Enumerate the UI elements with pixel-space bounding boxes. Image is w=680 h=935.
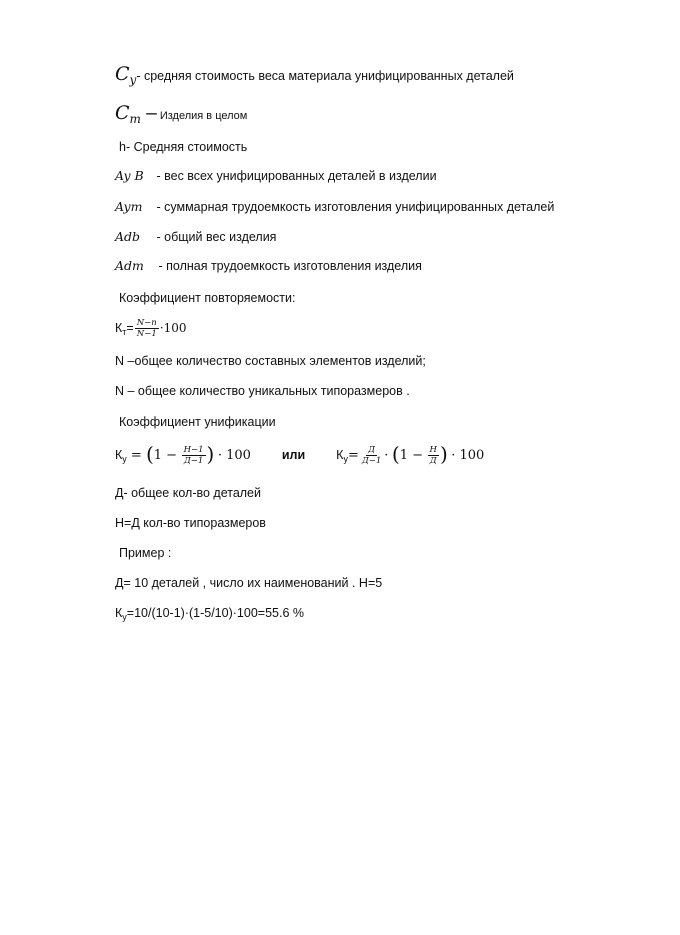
definition-text: - полная трудоемкость изготовления изделия	[158, 259, 422, 273]
symbol-ayb: Ay B	[115, 168, 144, 183]
definition-adb	[115, 229, 276, 245]
repeat-formula: $К_т=$ $\frac{N-n}{N-1}$ ·100	[115, 318, 187, 340]
definition-adm	[115, 258, 422, 274]
fraction: $\frac{Н}{Д}$	[429, 445, 437, 467]
definition-text: - суммарная трудоемкость изготовления унифицированных деталей	[156, 200, 555, 214]
definition-cy	[115, 63, 514, 88]
definition-aym	[115, 199, 554, 215]
result-lhs: $К_у$	[115, 606, 127, 622]
definition-h	[119, 139, 247, 155]
definition-text: средняя стоимость веса материала унифицированных деталей	[140, 69, 514, 83]
definition-text: h- Средняя стоимость	[119, 140, 248, 154]
repeat-note-unique: N – общее количество уникальных типоразмеров .	[115, 384, 410, 398]
fraction: $\frac{Д}{Д-1}$	[361, 445, 382, 467]
formula-1: $К_у = (1$ − $\frac{Н-1}{Д-1}$ ) · 100	[115, 442, 251, 467]
unification-note-types: Н=Д кол-во типоразмеров	[115, 516, 266, 530]
example-given: Д= 10 деталей , число их наименований . Н=5	[115, 576, 383, 590]
definition-cm	[115, 102, 248, 127]
symbol-cy: $C_y$	[115, 63, 137, 87]
or-word: или	[281, 448, 306, 462]
separator: -	[136, 69, 141, 83]
formula-lhs: $К_у$	[336, 448, 348, 464]
repeat-note-total: N –общее количество составных элементов изделий;	[115, 354, 426, 368]
separator: –	[140, 103, 157, 124]
fraction: $\frac{N-n}{N-1}$	[136, 318, 157, 340]
repeat-heading: Коэффициент повторяемости:	[119, 291, 296, 305]
formula-lhs: $К_у$	[115, 448, 127, 464]
formula-2: $К_у=$ $\frac{Д}{Д-1}$ · (1 − $\frac{Н}{Д}$ ) · 100	[336, 442, 485, 467]
definition-text: - вес всех унифицированных деталей в изделии	[156, 169, 437, 183]
definition-text: Изделия в целом	[156, 110, 248, 122]
definition-ayb	[115, 168, 437, 184]
symbol-adb: Adb	[115, 229, 141, 244]
example-result: $К_у=10/(10-1)\cdot(1-5/10)\cdot 100=55.6$ %	[115, 606, 304, 622]
unification-heading: Коэффициент унификации	[119, 415, 276, 429]
symbol-aym: Aym	[115, 199, 143, 214]
symbol-cm: $C_m$	[115, 102, 141, 126]
definition-text: - общий вес изделия	[156, 230, 277, 244]
fraction: $\frac{Н-1}{Д-1}$	[183, 445, 204, 467]
unification-formula	[115, 440, 484, 473]
formula-lhs: $К_т$	[115, 321, 127, 337]
example-heading: Пример :	[119, 546, 172, 560]
unification-note-parts: Д- общее кол-во деталей	[115, 486, 261, 500]
symbol-adm: Adm	[115, 258, 144, 273]
